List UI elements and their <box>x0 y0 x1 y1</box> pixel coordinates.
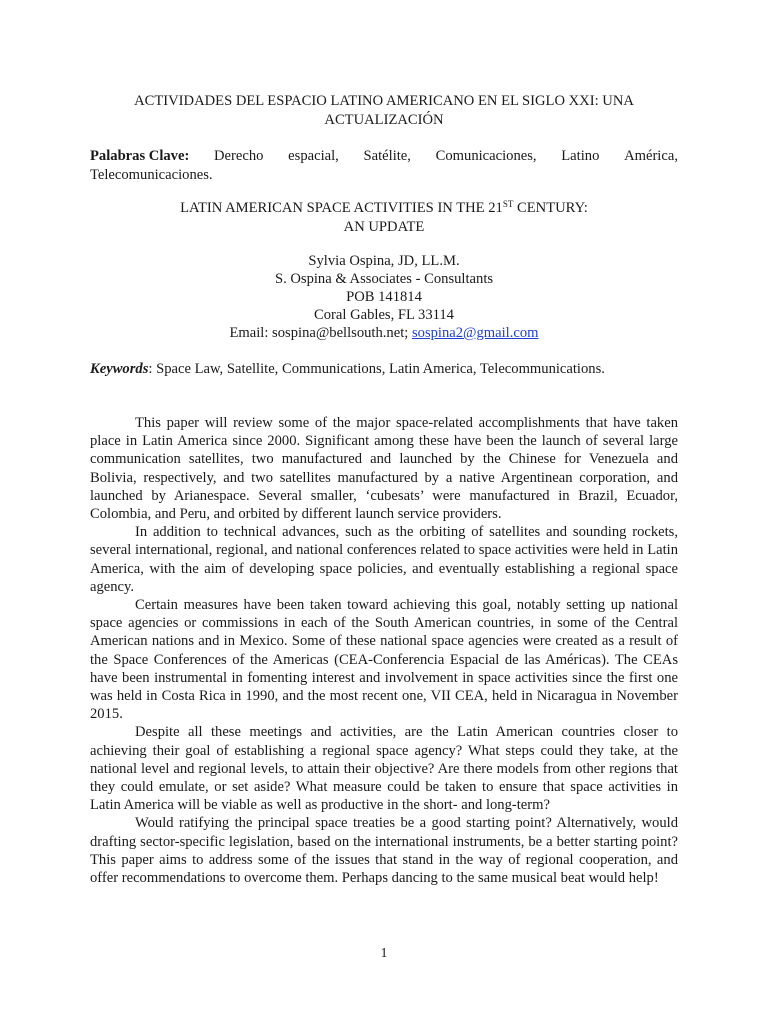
body-paragraph: Certain measures have been taken toward achieving this goal, notably setting up national space agencies or commissions in each of the South American countries, in some of the Central American nations and in Mexico. Some of these national space agencies were created as a result of the Space Conferences of the Americas (CEA-Conferencia Espacial de las Américas). The CEAs have been instrumental in fomenting interest and involvement in space activities since the first one was held in Costa Rica in 1990, and the most recent one, VII CEA, held in Nicaragua in November 2015. <box>90 597 678 723</box>
spanish-keyword: Derecho <box>214 148 264 164</box>
english-keywords-text: : Space Law, Satellite, Communications, Latin America, Telecommunications. <box>148 361 605 377</box>
english-keywords <box>90 360 678 379</box>
body-paragraph: Would ratifying the principal space treaties be a good starting point? Alternatively, would drafting sector-specific legislation, based on the international instruments, be a better starting point? This paper aims to address some of the issues that stand in the way of regional cooperation, and offer recommendations to overcome them. Perhaps dancing to the same musical beat would help! <box>90 815 678 887</box>
abstract-body <box>90 414 678 887</box>
body-paragraph: In addition to technical advances, such as the orbiting of satellites and sounding rockets, several international, regional, and national conferences related to space activities were held in Latin America, with the aim of developing space policies, and eventually establishing a regional space agency. <box>90 524 678 595</box>
spanish-title <box>90 92 678 130</box>
body-paragraph: Despite all these meetings and activities, are the Latin American countries closer to achieving their goal of establishing a regional space agency? What steps could they take, at the national level and regional levels, to attain their objective? Are there models from other regions that they could emulate, or set aside? What measure could be taken to ensure that space activities in Latin America will be viable as well as productive in the short- and long-term? <box>90 724 678 814</box>
author-email-prefix: Email: sospina@bellsouth.net; <box>229 325 412 341</box>
english-title-line-1 <box>90 199 678 218</box>
author-name: Sylvia Ospina, JD, LL.M. <box>308 253 460 269</box>
spanish-keyword: Comunicaciones, <box>435 148 537 164</box>
body-paragraph: This paper will review some of the major space-related accomplishments that have taken place in Latin America since 2000. Significant among these have been the launch of several large communication satellites, two manufactured and launched by the Chinese for Venezuela and Bolivia, respectively, and two satellites manufactured by a native Argentinean corporation, and launched by Arianespace. Several smaller, ‘cubesats’ were manufactured in Brazil, Ecuador, Colombia, and Peru, and orbited by different launch service providers. <box>90 415 678 523</box>
page-number: 1 <box>380 946 388 961</box>
author-block <box>90 252 678 342</box>
spanish-keyword: Latino <box>561 148 600 164</box>
spanish-keywords-row-2: Telecomunicaciones. <box>90 167 213 183</box>
author-city: Coral Gables, FL 33114 <box>314 307 454 323</box>
author-email-line <box>90 324 678 342</box>
spanish-keywords <box>90 147 678 185</box>
spanish-keyword: espacial, <box>288 148 339 164</box>
english-title-superscript: ST <box>502 199 514 209</box>
english-title-pre: LATIN AMERICAN SPACE ACTIVITIES IN THE 21 <box>180 200 503 216</box>
author-pob: POB 141814 <box>346 289 422 305</box>
spanish-keywords-row-1 <box>90 147 678 166</box>
spanish-title-line-2: ACTUALIZACIÓN <box>324 112 444 128</box>
spanish-keyword: América, <box>624 148 678 164</box>
english-title-post: CENTURY: <box>513 200 588 216</box>
english-keywords-label: Keywords <box>90 361 149 377</box>
english-title-line-2: AN UPDATE <box>343 219 425 235</box>
author-email-link[interactable]: sospina2@gmail.com <box>411 325 539 341</box>
author-firm: S. Ospina & Associates - Consultants <box>274 271 494 287</box>
spanish-keywords-label: Palabras Clave: <box>90 148 190 164</box>
spanish-title-line-1: ACTIVIDADES DEL ESPACIO LATINO AMERICANO EN EL SIGLO XXI: UNA <box>134 93 634 109</box>
spanish-keyword: Satélite, <box>363 148 411 164</box>
english-title <box>90 199 678 237</box>
